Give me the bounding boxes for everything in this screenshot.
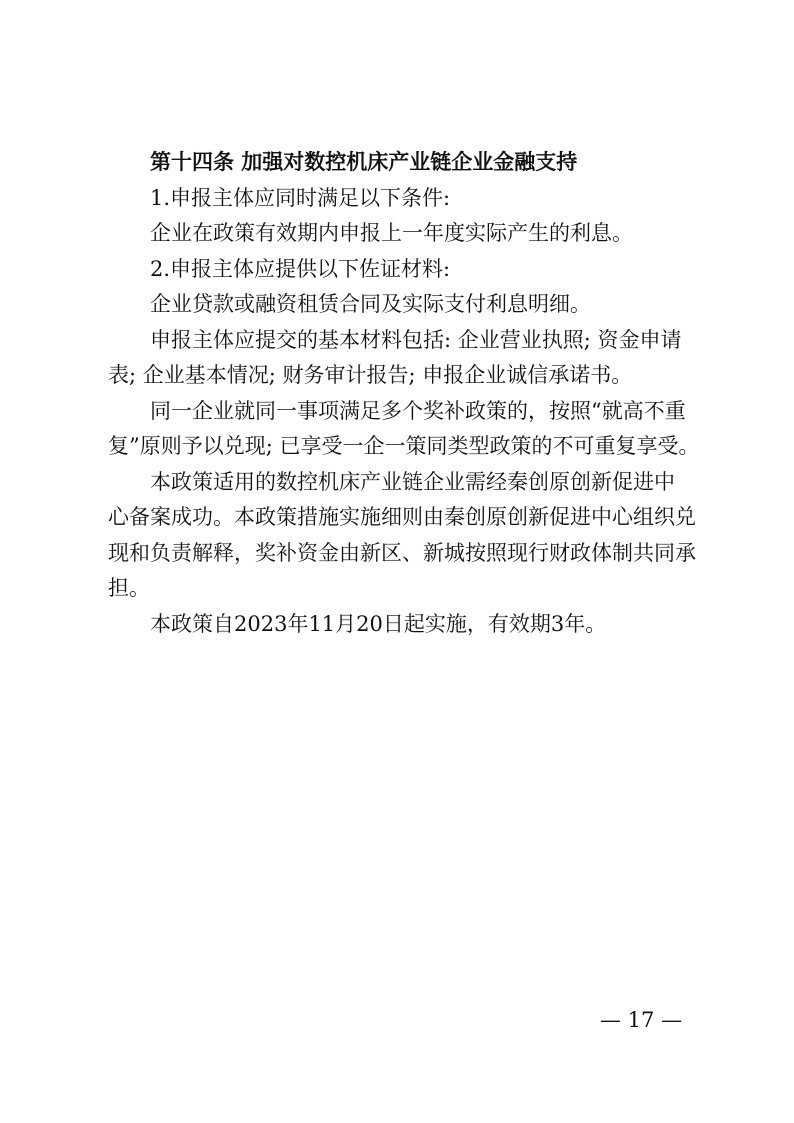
- scope-line-4: 担。: [108, 576, 150, 600]
- scope-line-1: 本政策适用的数控机床产业链企业需经秦创原创新促进中: [150, 469, 675, 494]
- item1-title: 1.申报主体应同时满足以下条件:: [150, 185, 451, 210]
- duplicate-rule-line-2: 复”原则予以兑现; 已享受一企一策同类型政策的不可重复享受。: [108, 434, 700, 458]
- item1-body: 企业在政策有效期内申报上一年度实际产生的利息。: [150, 221, 633, 245]
- duplicate-rule-line-1: 同一企业就同一事项满足多个奖补政策的，按照“就高不重: [150, 398, 686, 423]
- materials-line-1: 申报主体应提交的基本材料包括: 企业营业执照; 资金申请: [150, 327, 682, 352]
- document-body: [108, 145, 702, 642]
- item2-body: 企业贷款或融资租赁合同及实际支付利息明细。: [150, 292, 591, 316]
- article-heading: 第十四条 加强对数控机床产业链企业金融支持: [150, 150, 578, 174]
- scope-line-2: 心备案成功。本政策措施实施细则由秦创原创新促进中心组织兑: [108, 505, 696, 529]
- effective-date: 本政策自2023年11月20日起实施，有效期3年。: [150, 611, 607, 636]
- page-number: — 17 —: [600, 1008, 683, 1032]
- materials-line-2: 表; 企业基本情况; 财务审计报告; 申报企业诚信承诺书。: [108, 363, 633, 387]
- item2-title: 2.申报主体应提供以下佐证材料:: [150, 256, 451, 281]
- scope-line-3: 现和负责解释，奖补资金由新区、新城按照现行财政体制共同承: [108, 540, 696, 565]
